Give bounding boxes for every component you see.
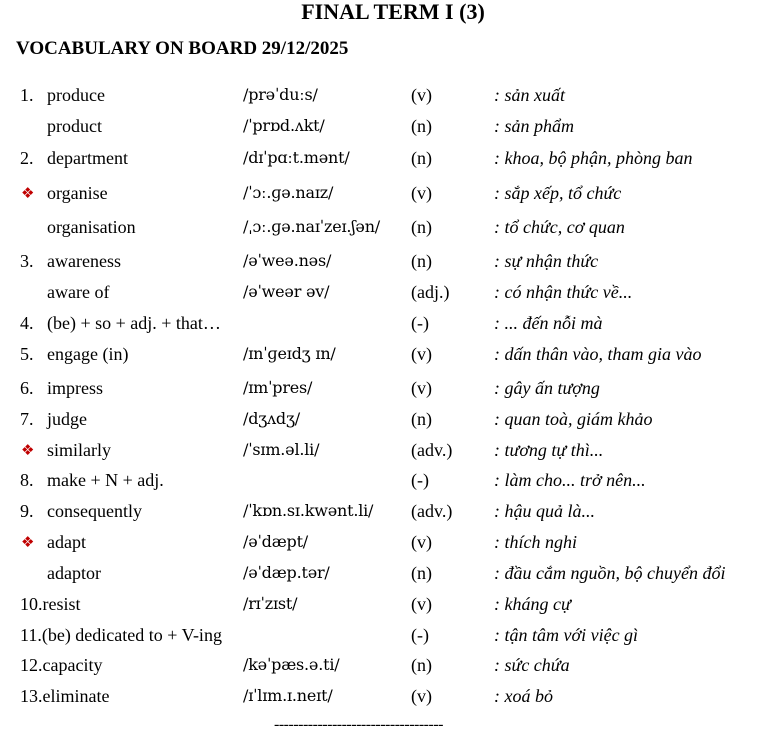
vocab-row bbox=[0, 342, 772, 366]
vocab-word: judge bbox=[47, 409, 87, 429]
pronunciation: /ˈkɒn.sɪ.kwənt.li/ bbox=[243, 501, 374, 520]
pronunciation: /ˈprɒd.ʌkt/ bbox=[243, 116, 325, 135]
pronunciation: /ɪnˈɡeɪdʒ ɪn/ bbox=[243, 344, 336, 363]
vocab-word: 10.resist bbox=[20, 594, 81, 614]
vietnamese-meaning: : tổ chức, cơ quan bbox=[494, 217, 625, 237]
vocab-word: produce bbox=[47, 85, 105, 105]
pronunciation: /əˈweə.nəs/ bbox=[243, 251, 332, 270]
diamond-bullet-icon: ❖ bbox=[21, 533, 35, 551]
vocabulary-heading: VOCABULARY ON BOARD 29/12/2025 bbox=[16, 38, 349, 59]
vietnamese-meaning: : có nhận thức về... bbox=[494, 282, 633, 302]
part-of-speech: (n) bbox=[411, 409, 432, 429]
vocab-word: 12.capacity bbox=[20, 655, 103, 675]
vocab-word: aware of bbox=[47, 282, 110, 302]
pronunciation: /rɪˈzɪst/ bbox=[243, 594, 298, 613]
vocab-word: organisation bbox=[47, 217, 136, 237]
vocab-word: similarly bbox=[47, 440, 111, 460]
vocab-row bbox=[0, 468, 772, 492]
item-number: 2. bbox=[20, 148, 34, 168]
item-number: 3. bbox=[20, 251, 34, 271]
vocab-row bbox=[0, 499, 772, 523]
vietnamese-meaning: : ... đến nỗi mà bbox=[494, 313, 603, 333]
item-number: 9. bbox=[20, 501, 34, 521]
vocab-row bbox=[0, 407, 772, 431]
vietnamese-meaning: : khoa, bộ phận, phòng ban bbox=[494, 148, 693, 168]
vietnamese-meaning: : hậu quả là... bbox=[494, 501, 595, 521]
vocab-row bbox=[0, 530, 772, 554]
page-title: FINAL TERM I (3) bbox=[301, 0, 485, 24]
vocab-word: 13.eliminate bbox=[20, 686, 110, 706]
vietnamese-meaning: : xoá bỏ bbox=[494, 686, 553, 706]
pronunciation: /ˌɔː.ɡə.naɪˈzeɪ.ʃən/ bbox=[243, 217, 380, 236]
vietnamese-meaning: : dấn thân vào, tham gia vào bbox=[494, 344, 702, 364]
vocab-row bbox=[0, 181, 772, 205]
vocab-row bbox=[0, 83, 772, 107]
vocab-word: organise bbox=[47, 183, 108, 203]
footer-divider: ----------------------------------- bbox=[274, 716, 443, 733]
vietnamese-meaning: : làm cho... trở nên... bbox=[494, 470, 646, 490]
vietnamese-meaning: : kháng cự bbox=[494, 594, 571, 614]
vocab-word: product bbox=[47, 116, 102, 136]
vietnamese-meaning: : đầu cắm nguồn, bộ chuyển đổi bbox=[494, 563, 726, 583]
vocab-row bbox=[0, 249, 772, 273]
vocab-row bbox=[0, 114, 772, 138]
vocab-word: department bbox=[47, 148, 128, 168]
item-number: 8. bbox=[20, 470, 34, 490]
item-number: 5. bbox=[20, 344, 34, 364]
vietnamese-meaning: : quan toà, giám khảo bbox=[494, 409, 653, 429]
vietnamese-meaning: : tận tâm với việc gì bbox=[494, 625, 639, 645]
item-number: 4. bbox=[20, 313, 34, 333]
vocab-word: (be) + so + adj. + that… bbox=[47, 313, 221, 333]
pronunciation: /dɪˈpɑːt.mənt/ bbox=[243, 148, 350, 167]
pronunciation: /əˈdæpt/ bbox=[243, 532, 309, 551]
item-number: 1. bbox=[20, 85, 34, 105]
vocab-row bbox=[0, 592, 772, 616]
pronunciation: /prəˈduːs/ bbox=[243, 85, 318, 104]
pronunciation: /əˈweər əv/ bbox=[243, 282, 330, 301]
item-number: 6. bbox=[20, 378, 34, 398]
vocab-word: 11.(be) dedicated to + V-ing bbox=[20, 625, 222, 645]
part-of-speech: (-) bbox=[411, 470, 429, 490]
vocab-word: consequently bbox=[47, 501, 142, 521]
part-of-speech: (v) bbox=[411, 686, 432, 706]
vocab-word: adaptor bbox=[47, 563, 101, 583]
pronunciation: /kəˈpæs.ə.ti/ bbox=[243, 655, 340, 674]
vocab-word: awareness bbox=[47, 251, 121, 271]
pronunciation: /ˈsɪm.əl.li/ bbox=[243, 440, 320, 459]
part-of-speech: (adv.) bbox=[411, 440, 453, 460]
part-of-speech: (v) bbox=[411, 532, 432, 552]
vocab-word: make + N + adj. bbox=[47, 470, 164, 490]
part-of-speech: (v) bbox=[411, 85, 432, 105]
item-number: 7. bbox=[20, 409, 34, 429]
vocab-row bbox=[0, 146, 772, 170]
part-of-speech: (n) bbox=[411, 116, 432, 136]
part-of-speech: (-) bbox=[411, 625, 429, 645]
part-of-speech: (n) bbox=[411, 251, 432, 271]
vietnamese-meaning: : thích nghi bbox=[494, 532, 577, 552]
vietnamese-meaning: : sắp xếp, tổ chức bbox=[494, 183, 622, 203]
vocab-word: adapt bbox=[47, 532, 86, 552]
vietnamese-meaning: : sản xuất bbox=[494, 85, 565, 105]
part-of-speech: (n) bbox=[411, 217, 432, 237]
part-of-speech: (-) bbox=[411, 313, 429, 333]
pronunciation: /ˈɔː.ɡə.naɪz/ bbox=[243, 183, 334, 202]
pronunciation: /dʒʌdʒ/ bbox=[243, 409, 300, 428]
vocab-word: engage (in) bbox=[47, 344, 129, 364]
pronunciation: /əˈdæp.tər/ bbox=[243, 563, 330, 582]
diamond-bullet-icon: ❖ bbox=[21, 184, 35, 202]
part-of-speech: (n) bbox=[411, 655, 432, 675]
part-of-speech: (n) bbox=[411, 148, 432, 168]
vocab-row bbox=[0, 215, 772, 239]
vocab-word: impress bbox=[47, 378, 103, 398]
part-of-speech: (adj.) bbox=[411, 282, 450, 302]
pronunciation: /ɪˈlɪm.ɪ.neɪt/ bbox=[243, 686, 333, 705]
part-of-speech: (v) bbox=[411, 183, 432, 203]
vocab-row bbox=[0, 311, 772, 335]
pronunciation: /ɪmˈpres/ bbox=[243, 378, 313, 397]
vietnamese-meaning: : gây ấn tượng bbox=[494, 378, 600, 398]
part-of-speech: (adv.) bbox=[411, 501, 453, 521]
vocab-row bbox=[0, 561, 772, 585]
vietnamese-meaning: : sản phẩm bbox=[494, 116, 574, 136]
part-of-speech: (n) bbox=[411, 563, 432, 583]
vietnamese-meaning: : sự nhận thức bbox=[494, 251, 599, 271]
vocab-row bbox=[0, 623, 772, 647]
part-of-speech: (v) bbox=[411, 344, 432, 364]
vietnamese-meaning: : tương tự thì... bbox=[494, 440, 604, 460]
vocab-row bbox=[0, 280, 772, 304]
vocab-row bbox=[0, 438, 772, 462]
vocab-row bbox=[0, 376, 772, 400]
part-of-speech: (v) bbox=[411, 594, 432, 614]
vietnamese-meaning: : sức chứa bbox=[494, 655, 570, 675]
part-of-speech: (v) bbox=[411, 378, 432, 398]
vocab-row bbox=[0, 684, 772, 708]
vocab-row bbox=[0, 653, 772, 677]
diamond-bullet-icon: ❖ bbox=[21, 441, 35, 459]
